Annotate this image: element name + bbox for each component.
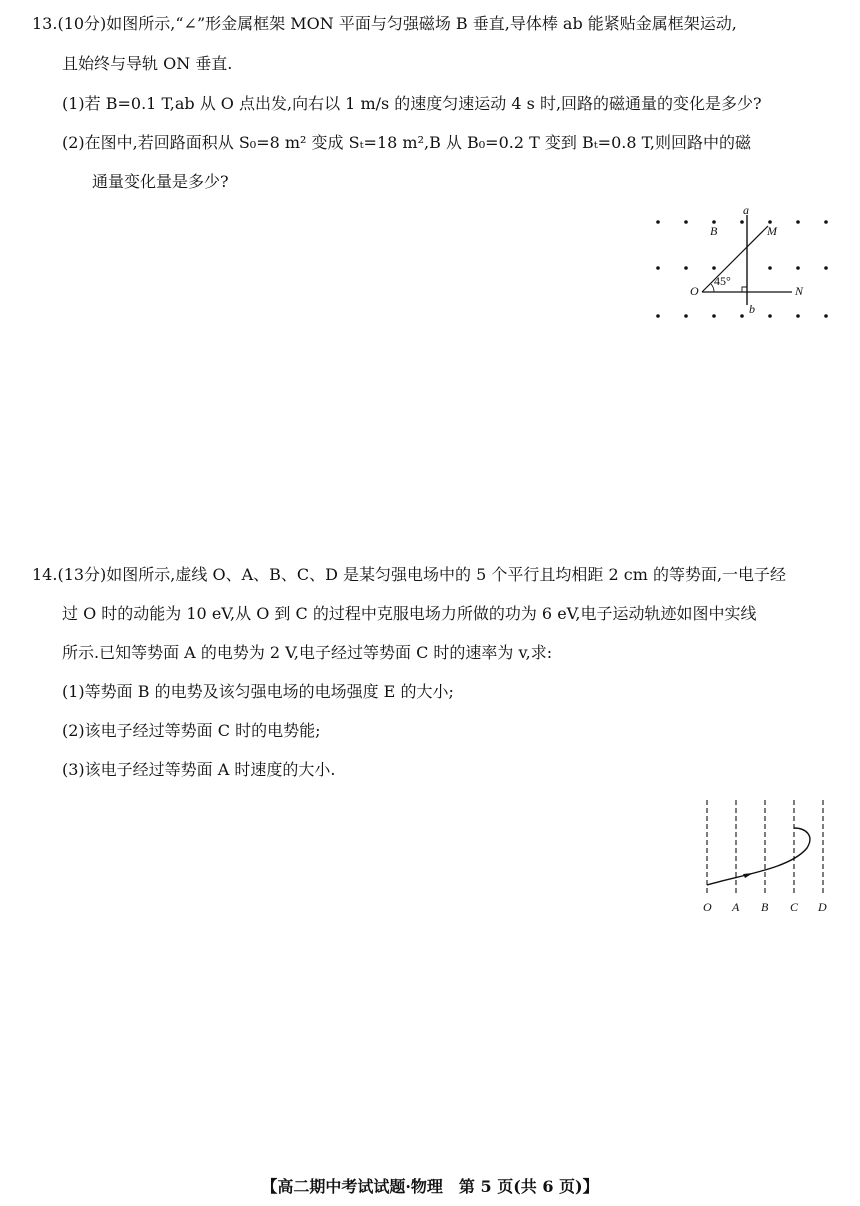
label-D: D: [818, 900, 827, 914]
q14-part2: (2)该电子经过等势面 C 时的电势能;: [62, 721, 321, 740]
q13-line2: 且始终与导轨 ON 垂直.: [62, 54, 233, 73]
q14-part1: (1)等势面 B 的电势及该匀强电场的电场强度 E 的大小;: [62, 682, 454, 701]
q13-part2a: (2)在图中,若回路面积从 S₀=8 m² 变成 Sₜ=18 m²,B 从 B₀=0.2 T 变到 Bₜ=0.8 T,则回路中的磁: [62, 133, 752, 152]
label-B: B: [710, 224, 718, 238]
label-A: A: [732, 900, 740, 914]
q13-part1: (1)若 B=0.1 T,ab 从 O 点出发,向右以 1 m/s 的速度匀速运动 4 s 时,回路的磁通量的变化是多少?: [62, 94, 762, 113]
q13-line1: 13.(10分)如图所示,“∠”形金属框架 MON 平面与匀强磁场 B 垂直,导体棒 ab 能紧贴金属框架运动,: [32, 14, 737, 33]
field-dots: [656, 220, 828, 318]
q13-figure: [650, 205, 835, 325]
label-O: O: [690, 284, 699, 298]
q14-line3: 所示.已知等势面 A 的电势为 2 V,电子经过等势面 C 时的速率为 v,求:: [62, 643, 553, 662]
q14-part3: (3)该电子经过等势面 A 时速度的大小.: [62, 760, 336, 779]
trajectory-arrow: [743, 873, 753, 878]
q14-line2: 过 O 时的动能为 10 eV,从 O 到 C 的过程中克服电场力所做的功为 6 eV,电子运动轨迹如图中实线: [62, 604, 757, 623]
label-B: B: [761, 900, 769, 914]
label-angle: 45°: [714, 274, 731, 288]
label-M: M: [767, 224, 777, 238]
label-a: a: [743, 205, 749, 217]
page-footer: 【高二期中考试试题·物理 第 5 页(共 6 页)】: [261, 1177, 599, 1196]
label-O: O: [703, 900, 712, 914]
q14-figure: [695, 795, 835, 920]
label-C: C: [790, 900, 799, 914]
label-N: N: [795, 284, 804, 298]
label-b: b: [749, 302, 755, 316]
q13-part2b: 通量变化量是多少?: [92, 172, 229, 191]
q14-line1: 14.(13分)如图所示,虚线 O、A、B、C、D 是某匀强电场中的 5 个平行且均相距 2 cm 的等势面,一电子经: [32, 565, 787, 584]
